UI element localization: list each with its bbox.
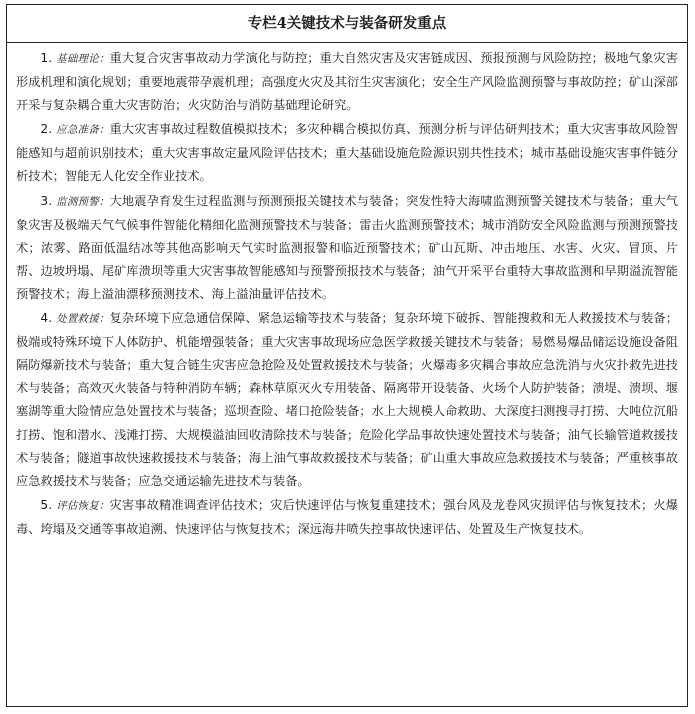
item-lead: 处置救援： <box>56 313 110 326</box>
item-number: 2. <box>40 122 53 137</box>
item-number: 4. <box>40 311 53 326</box>
item-number: 1. <box>40 51 53 65</box>
item-number: 5. <box>40 497 53 512</box>
item-text: 大地震孕育发生过程监测与预测预报关键技术与装备；突发性特大海啸监测预警关键技术与装备；重大气象灾害及极端天气气候事件智能化精细化监测预警技术与装备；雷击火监测预警技术；城市消防安全风险监测与预测预警技术；浓雾、路面低温结冰等其他高影响天气实时监测报警和临近预警技术；矿山瓦斯、冲击地压、水害、火灾、冒顶、片帮、边坡坍塌、尾矿库溃坝等重大灾害事故智能感知与预警预报技术与装备；油气开采平台重特大事故监测和早期溢流智能预警技术；海上溢油漂移预测技术、海上溢油量评估技术。 <box>16 193 678 301</box>
column-content <box>7 43 687 541</box>
item-number: 3. <box>40 193 53 208</box>
item-text: 重大灾害事故过程数值模拟技术；多灾种耦合模拟仿真、预测分析与评估研判技术；重大灾害事故风险智能感知与超前识别技术；重大灾害事故定量风险评估技术；重大基础设施危险源识别共性技术；城市基础设施灾害事件链分析技术；智能无人化安全作业技术。 <box>16 122 678 184</box>
item-lead: 基础理论： <box>56 53 110 65</box>
item-lead: 监测预警： <box>56 195 110 208</box>
column-box <box>6 4 688 707</box>
item-text: 复杂环境下应急通信保障、紧急运输等技术与装备；复杂环境下破拆、智能搜救和无人救援技术与装备；极端或特殊环境下人体防护、机能增强装备；重大灾害事故现场应急医学救援关键技术与装备；易燃易爆品储运设施设备阻隔防爆新技术与装备；重大复合链生灾害应急抢险及处置救援技术与装备；火爆毒多灾耦合事故应急洗消与火灾扑救先进技术与装备；高效灭火装备与特种消防车辆；森林草原灭火专用装备、隔离带开设装备、火场个人防护装备；溃堤、溃坝、堰塞湖等重大险情应急处置技术与装备；巡坝查险、堵口抢险装备；水上大规模人命救助、大深度扫测搜寻打捞、大吨位沉船打捞、饱和潜水、浅滩打捞、大规模溢油回收清除技术与装备；危险化学品事故快速处置技术与装备；油气长输管道救援技术与装备；隧道事故快速救援技术与装备；海上油气事故救援技术与装备；矿山重大事故应急救援技术与装备；严重核事故应急救援技术与装备；应急交通运输先进技术与装备。 <box>16 311 678 488</box>
item-response-rescue <box>16 307 678 493</box>
column-title: 专栏4关键技术与装备研发重点 <box>7 5 687 43</box>
item-monitoring-warning <box>16 190 678 306</box>
item-lead: 应急准备： <box>56 124 110 137</box>
item-lead: 评估恢复： <box>56 499 110 512</box>
item-text: 灾害事故精准调查评估技术；灾后快速评估与恢复重建技术；强台风及龙卷风灾损评估与恢复技术；火爆毒、垮塌及交通等事故追溯、快速评估与恢复技术；深远海井喷失控事故快速评估、处置及生产恢复技术。 <box>16 497 678 536</box>
item-basic-theory <box>16 47 678 117</box>
item-emergency-preparation <box>16 118 678 188</box>
item-assessment-recovery <box>16 494 678 541</box>
item-text: 重大复合灾害事故动力学演化与防控；重大自然灾害及灾害链成因、预报预测与风险防控；极地气象灾害形成机理和演化规划；重要地震带孕震机理；高强度火灾及其衍生灾害演化；安全生产风险监测预警与事故防控；矿山深部开采与复杂耦合重大灾害防治；火灾防治与消防基础理论研究。 <box>16 51 678 113</box>
